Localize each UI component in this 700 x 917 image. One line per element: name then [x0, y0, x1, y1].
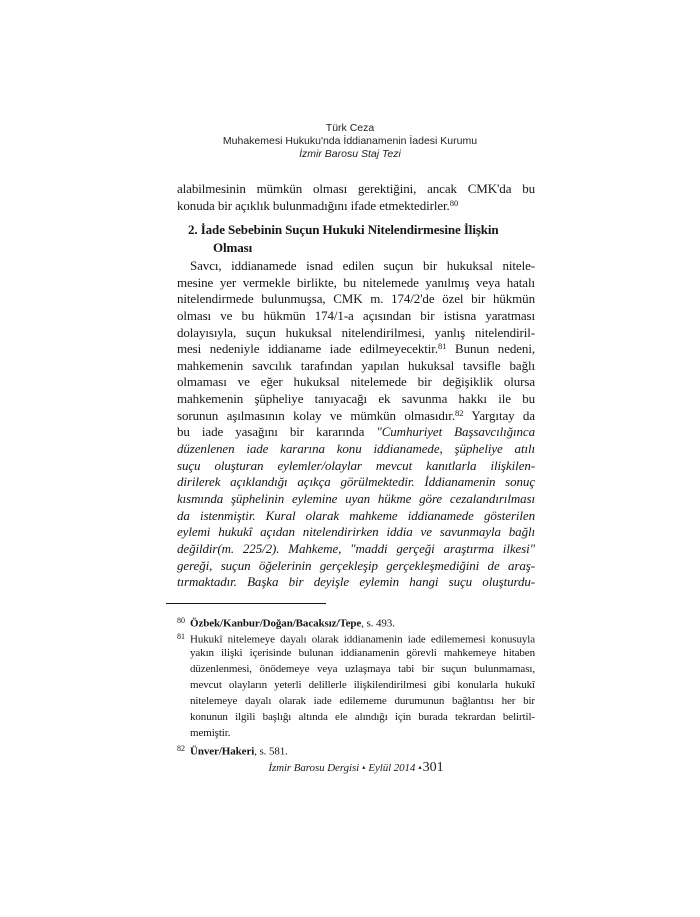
running-head-line2: Muhakemesi Hukuku'nda İddianamenin İadesi Kurumu	[222, 135, 478, 147]
body-line: olmaması ve eğer hukuksal nitelemede bir değişiklik olursa	[177, 374, 535, 390]
body-line: bu iade yasağını bir kararında "Cumhuriyet Başsavcılığınca	[177, 424, 535, 440]
section-heading-line1: 2. İade Sebebinin Suçun Hukuki Nitelendirmesine İlişkin	[188, 222, 499, 237]
section-heading	[177, 221, 535, 256]
footnote-81-line: mevcut olayların yeterli delillerle ilişkilendirilmesi gibi konularla hukukî	[190, 679, 535, 691]
issue-date: Eylül 2014	[368, 762, 416, 774]
footnote-82: $^{82}$ Ünver/Hakeri, s. 581.	[177, 741, 535, 757]
footnote-ref-81: 81	[437, 341, 447, 352]
footnote-ref-82: 82	[454, 407, 464, 418]
body-line-quote: dirilerek açıklandığı açıkça görülmektedir. İddianamenin sonuç	[177, 474, 535, 490]
body-paragraph	[177, 258, 535, 591]
body-line-quote: tırmaktadır. Başka bir deyişle eylemin hangi suçu oluşturdu-	[177, 574, 535, 590]
intro-line: konuda bir açıklık bulunmadığını ifade etmektedirler.$^{80}$	[177, 197, 459, 213]
body-line-quote: suçu oluşturan eylemler/olaylar mevcut kanıtlarla ilişkilen-	[177, 457, 535, 473]
intro-paragraph	[177, 181, 535, 214]
body-line: nitelendirmede bulunmuşsa, CMK m. 174/2'de özel bir hükmün	[177, 291, 535, 307]
body-line: mahkemenin savcılık tarafından yapılan hukuksal tavsifle bağlı	[177, 357, 535, 373]
footnotes	[177, 613, 535, 757]
page-number: 301	[422, 760, 444, 775]
footnote-number: 82	[177, 744, 185, 753]
intro-line: alabilmesinin mümkün olması gerektiğini, ancak CMK'da bu	[177, 181, 535, 196]
diamond-separator-icon: ▴	[362, 763, 366, 771]
footnote-81-line: konunun ilgili başlığı altında ele alındığı için burada tekrardan belirtil-	[190, 711, 535, 723]
body-line: mesi nedeniyle iddianame iade edilmeyecektir.$^{81}$ Bunun nedeni,	[177, 341, 535, 357]
body-line: sorunun aşılmasının kolay ve mümkün olmasıdır.$^{82}$ Yargıtay da	[177, 407, 535, 423]
footnote-81-line: nitelemeye dayalı olarak iade edilememe durumunun bağlantısı her bir	[190, 695, 535, 707]
body-line-quote: kısmında şüphelinin eylemine uyan hükme göre cezalandırılması	[177, 490, 535, 506]
body-line-quote: düzenlenen iade kararına konu iddianamede, şüpheliye atılı	[177, 441, 535, 457]
footnote-ref-80: 80	[449, 197, 459, 208]
body-line: Savcı, iddianamede isnad edilen suçun bir hukuksal nitele-	[190, 258, 535, 273]
body-line: mahkemenin şüpheliye tanıyacağı ek savunma hakkı ile bu	[177, 391, 535, 407]
running-head-line1: Türk Ceza	[325, 122, 375, 134]
body-line: dolayısıyla, suçun hukuksal nitelendirilmesi, yanlış nitelendiril-	[177, 324, 535, 340]
page-footer	[177, 760, 535, 776]
body-line: mesine yer vermekle birlikte, bu nitelemede yanılmış veya hatalı	[177, 274, 535, 290]
body-line: olması ve bu hükmün 174/1-a açısından bir istisna yaratması	[177, 307, 535, 323]
footnote-81-line: yakın ilişki içerisinde bulunan iddianamenin görevli mahkemeye hitaben	[190, 647, 535, 659]
running-head-line3: İzmir Barosu Staj Tezi	[299, 148, 401, 160]
footnote-81-line: düzenlenmesi, önödemeye veya uzlaşmaya tabi bir suçun bulunmaması,	[190, 663, 535, 675]
footnote-81-line: $^{81}$ Hukukî nitelemeye dayalı olarak iddianamenin iade edilememesi konusuyla	[177, 629, 535, 645]
body-line-quote: gereği, suçun öğelerinin gerçekleşip gerçekleşmediğini de araş-	[177, 557, 535, 573]
footnote-number: 80	[177, 616, 185, 625]
body-line-quote: değildir(m. 225/2). Mahkeme, "maddi gerçeği araştırma ilkesi"	[177, 540, 535, 556]
body-line-quote: da istenmiştir. Kural olarak mahkeme iddianamede gösterilen	[177, 507, 535, 523]
section-heading-line2: Olması	[213, 239, 253, 255]
diamond-separator-icon: ▴	[418, 763, 422, 771]
journal-name: İzmir Barosu Dergisi	[268, 762, 360, 774]
footnote-number: 81	[177, 632, 185, 641]
body-line-quote: eylemi hukukî açıdan nitelendirirken iddia ve savunmayla bağlı	[177, 524, 535, 540]
footnote-81-line: memiştir.	[190, 727, 231, 739]
quote-start: "Cumhuriyet Başsavcılığınca	[376, 424, 535, 440]
footnote-80: $^{80}$ Özbek/Kanbur/Doğan/Bacaksız/Tepe, s. 493.	[177, 613, 535, 629]
running-head	[0, 122, 700, 161]
footnote-separator-rule	[166, 603, 326, 604]
